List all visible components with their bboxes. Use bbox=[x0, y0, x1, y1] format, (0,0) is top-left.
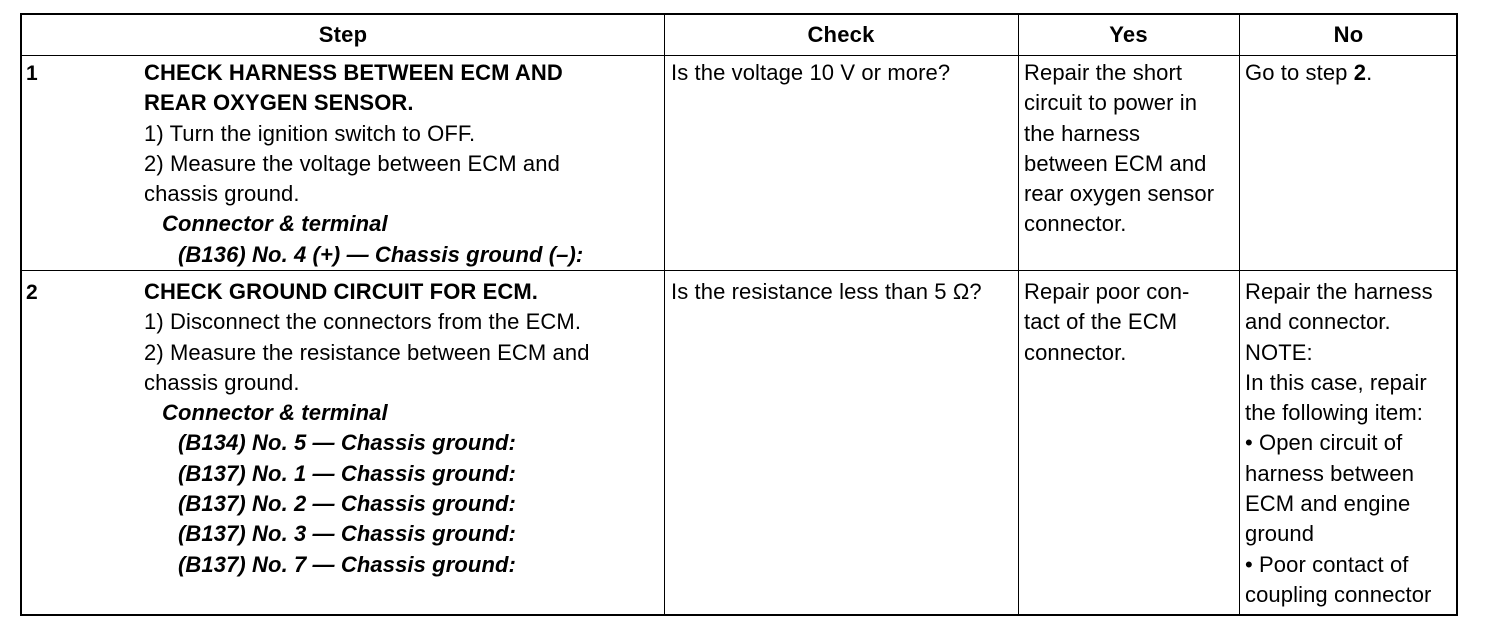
header-step: Step bbox=[318, 22, 368, 47]
instruction: 2) Measure the resistance between ECM and bbox=[144, 339, 590, 365]
header-yes: Yes bbox=[1109, 22, 1148, 47]
check-text: Is the resistance less than 5 Ω? bbox=[671, 279, 982, 304]
instruction: 1) Turn the ignition switch to OFF. bbox=[144, 120, 476, 146]
step-reference: 2 bbox=[1353, 60, 1367, 85]
terminal-spec: (B137) No. 3 — Chassis ground: bbox=[178, 521, 516, 547]
row-divider bbox=[22, 270, 1456, 271]
step-description bbox=[144, 277, 590, 580]
column-divider bbox=[1239, 15, 1240, 614]
instruction: 2) Measure the voltage between ECM and bbox=[144, 150, 560, 176]
terminal-spec: (B137) No. 1 — Chassis ground: bbox=[178, 460, 516, 486]
step-description bbox=[144, 58, 583, 270]
connector-label: Connector & terminal bbox=[162, 211, 388, 237]
header-no: No bbox=[1333, 22, 1364, 47]
step-title: REAR OXYGEN SENSOR. bbox=[144, 90, 414, 116]
instruction: chassis ground. bbox=[144, 369, 300, 395]
diagnostic-table bbox=[20, 13, 1458, 616]
step-title: CHECK GROUND CIRCUIT FOR ECM. bbox=[144, 279, 539, 304]
no-action: Go to step 2. bbox=[1245, 60, 1373, 85]
instruction: 1) Disconnect the connectors from the ECM. bbox=[144, 309, 582, 335]
terminal-spec: (B137) No. 2 — Chassis ground: bbox=[178, 491, 516, 517]
connector-label: Connector & terminal bbox=[162, 400, 388, 426]
terminal-spec: (B134) No. 5 — Chassis ground: bbox=[178, 430, 516, 456]
step-number: 1 bbox=[26, 62, 38, 85]
terminal-spec: (B137) No. 7 — Chassis ground: bbox=[178, 551, 516, 577]
instruction: chassis ground. bbox=[144, 181, 300, 207]
check-text: Is the voltage 10 V or more? bbox=[671, 60, 951, 85]
no-action: Repair the harness and connector. NOTE: In this case, repair the following item: • Open circuit of harness between ECM and engine ground • Poor contact of coupling connector bbox=[1245, 279, 1433, 607]
terminal-spec: (B136) No. 4 (+) — Chassis ground (–): bbox=[178, 241, 584, 267]
column-divider bbox=[1018, 15, 1019, 614]
header-check: Check bbox=[807, 22, 875, 47]
yes-action: Repair the short circuit to power in the harness between ECM and rear oxygen sensor connector. bbox=[1024, 60, 1215, 237]
yes-action: Repair poor con- tact of the ECM connector. bbox=[1024, 279, 1190, 365]
step-title: CHECK HARNESS BETWEEN ECM AND bbox=[144, 60, 563, 85]
step-number: 2 bbox=[26, 281, 38, 304]
column-divider bbox=[664, 15, 665, 614]
row-divider bbox=[22, 55, 1456, 56]
